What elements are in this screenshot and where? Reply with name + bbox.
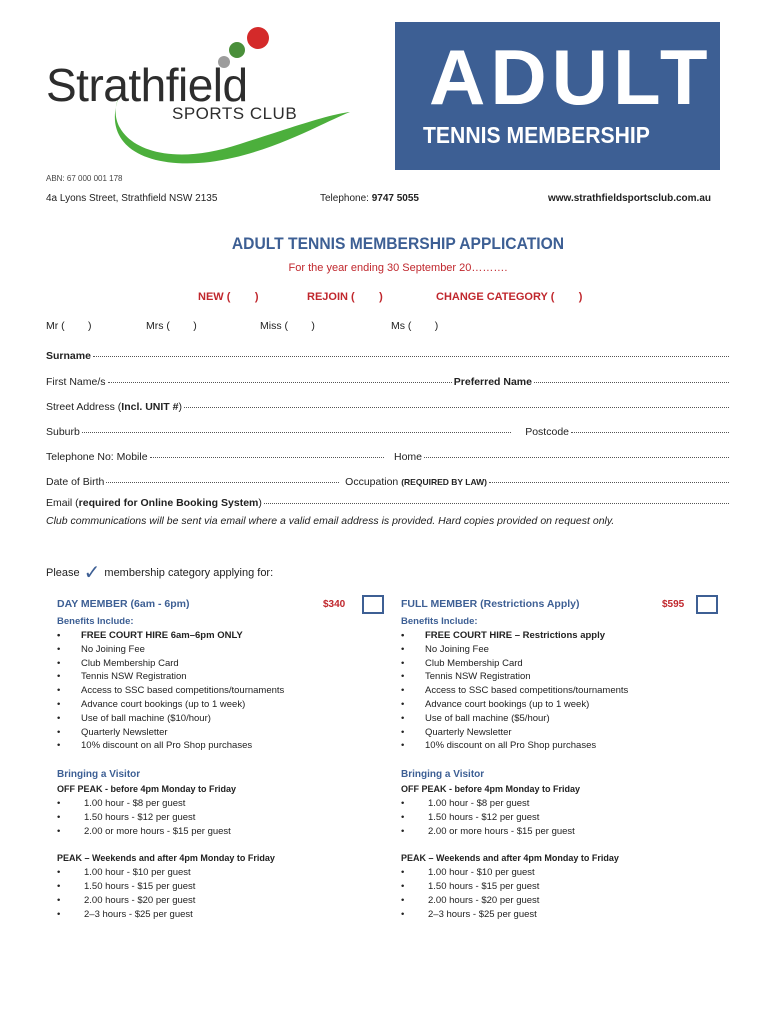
full-member-heading: FULL MEMBER (Restrictions Apply) xyxy=(401,598,580,610)
surname-field[interactable] xyxy=(46,350,731,362)
form-year: For the year ending 30 September 20………. xyxy=(288,262,508,274)
communication-note: Club communications will be sent via email where a valid email address is provided. Hard copies provided on request only. xyxy=(46,515,615,527)
list-item: • Club Membership Card xyxy=(57,657,387,671)
list-item: • Quarterly Newsletter xyxy=(57,726,387,740)
list-item: • 1.00 hour - $8 per guest xyxy=(401,797,731,811)
full-member-price: $595 xyxy=(662,599,685,610)
visitor-heading: Bringing a Visitor xyxy=(401,769,485,781)
option-rejoin[interactable]: REJOIN ( ) xyxy=(307,291,383,303)
telephone-field[interactable] xyxy=(46,451,731,463)
mobile-label: Telephone No: Mobile xyxy=(46,451,148,463)
list-item: • 2.00 or more hours - $15 per guest xyxy=(401,825,731,839)
street-label: Street Address (Incl. UNIT #) xyxy=(46,401,182,413)
offpeak-list xyxy=(401,797,731,838)
benefits-label: Benefits Include: xyxy=(57,616,134,627)
day-member-price: $340 xyxy=(323,599,346,610)
form-title: ADULT TENNIS MEMBERSHIP APPLICATION xyxy=(231,234,565,253)
offpeak-heading: OFF PEAK - before 4pm Monday to Friday xyxy=(401,784,581,795)
benefits-list xyxy=(401,629,731,753)
day-member-heading: DAY MEMBER (6am - 6pm) xyxy=(57,598,190,610)
offpeak-list xyxy=(57,797,387,838)
preferred-name-label: Preferred Name xyxy=(453,376,532,388)
list-item: • Access to SSC based competitions/tournaments xyxy=(57,684,387,698)
list-item: • Advance court bookings (up to 1 week) xyxy=(401,698,731,712)
list-item: • 1.50 hours - $12 per guest xyxy=(57,811,387,825)
suburb-label: Suburb xyxy=(46,426,80,438)
list-item: • 2.00 hours - $20 per guest xyxy=(57,894,387,908)
banner-title: ADULT xyxy=(429,33,713,121)
club-website[interactable]: www.strathfieldsportsclub.com.au xyxy=(548,193,711,204)
street-address-field[interactable] xyxy=(46,401,731,413)
list-item: • 1.50 hours - $12 per guest xyxy=(401,811,731,825)
phone-number: 9747 5055 xyxy=(371,193,419,204)
list-item: • Use of ball machine ($5/hour) xyxy=(401,712,731,726)
title-ms[interactable]: Ms ( ) xyxy=(391,320,439,332)
list-item: • 2.00 hours - $20 per guest xyxy=(401,894,731,908)
list-item: • 2.00 or more hours - $15 per guest xyxy=(57,825,387,839)
dob-label: Date of Birth xyxy=(46,476,105,488)
list-item: • Tennis NSW Registration xyxy=(57,670,387,684)
list-item: • No Joining Fee xyxy=(57,643,387,657)
list-item: • 1.00 hour - $8 per guest xyxy=(57,797,387,811)
email-label: Email (required for Online Booking System) xyxy=(46,497,262,509)
list-item: • Club Membership Card xyxy=(401,657,731,671)
first-name-label: First Name/s xyxy=(46,376,106,388)
day-member-checkbox[interactable] xyxy=(362,595,384,614)
benefits-label: Benefits Include: xyxy=(401,616,478,627)
list-item: • Use of ball machine ($10/hour) xyxy=(57,712,387,726)
full-member-details xyxy=(401,616,731,921)
occupation-label: Occupation xyxy=(345,476,399,488)
list-item: • Tennis NSW Registration xyxy=(401,670,731,684)
category-instruction-text: membership category applying for: xyxy=(104,567,274,579)
banner-subtitle: TENNIS MEMBERSHIP xyxy=(423,122,650,148)
list-item: • 1.50 hours - $15 per guest xyxy=(401,880,731,894)
peak-list xyxy=(57,866,387,921)
email-field[interactable] xyxy=(46,497,731,509)
list-item: • Access to SSC based competitions/tournaments xyxy=(401,684,731,698)
please-text: Please xyxy=(46,567,80,579)
please-tick-instruction xyxy=(46,563,273,583)
phone-label: Telephone: xyxy=(320,193,369,204)
list-item: • FREE COURT HIRE – Restrictions apply xyxy=(401,629,731,643)
abn: ABN: 67 000 001 178 xyxy=(46,174,123,183)
list-item: • 1.00 hour - $10 per guest xyxy=(401,866,731,880)
club-phone xyxy=(320,193,419,204)
peak-heading: PEAK – Weekends and after 4pm Monday to Friday xyxy=(57,853,275,864)
logo-subtitle: SPORTS CLUB xyxy=(172,104,298,123)
checkmark-icon: ✓ xyxy=(83,562,101,584)
first-name-field[interactable] xyxy=(46,376,731,388)
benefits-list xyxy=(57,629,387,753)
visitor-heading: Bringing a Visitor xyxy=(57,769,141,781)
list-item: • 2–3 hours - $25 per guest xyxy=(401,908,731,922)
list-item: • 2–3 hours - $25 per guest xyxy=(57,908,387,922)
club-address: 4a Lyons Street, Strathfield NSW 2135 xyxy=(46,193,218,204)
suburb-field[interactable] xyxy=(46,426,731,438)
list-item: • 1.50 hours - $15 per guest xyxy=(57,880,387,894)
day-member-details xyxy=(57,616,387,921)
home-label: Home xyxy=(393,451,422,463)
full-member-checkbox[interactable] xyxy=(696,595,718,614)
peak-list xyxy=(401,866,731,921)
option-change-category[interactable]: CHANGE CATEGORY ( ) xyxy=(436,291,583,303)
list-item: • 1.00 hour - $10 per guest xyxy=(57,866,387,880)
list-item: • No Joining Fee xyxy=(401,643,731,657)
postcode-label: Postcode xyxy=(525,426,569,438)
logo-name: Strathfield xyxy=(46,59,248,111)
surname-label: Surname xyxy=(46,350,91,362)
list-item: • FREE COURT HIRE 6am–6pm ONLY xyxy=(57,629,387,643)
list-item: • 10% discount on all Pro Shop purchases xyxy=(401,739,731,753)
membership-banner xyxy=(395,22,720,170)
option-new[interactable]: NEW ( ) xyxy=(198,291,259,303)
peak-heading: PEAK – Weekends and after 4pm Monday to Friday xyxy=(401,853,619,864)
title-miss[interactable]: Miss ( ) xyxy=(260,320,315,332)
title-mrs[interactable]: Mrs ( ) xyxy=(146,320,197,332)
dob-field[interactable] xyxy=(46,476,731,488)
list-item: • Advance court bookings (up to 1 week) xyxy=(57,698,387,712)
offpeak-heading: OFF PEAK - before 4pm Monday to Friday xyxy=(57,784,237,795)
occupation-note: (REQUIRED BY LAW) xyxy=(401,477,487,487)
title-mr[interactable]: Mr ( ) xyxy=(46,320,92,332)
list-item: • 10% discount on all Pro Shop purchases xyxy=(57,739,387,753)
list-item: • Quarterly Newsletter xyxy=(401,726,731,740)
